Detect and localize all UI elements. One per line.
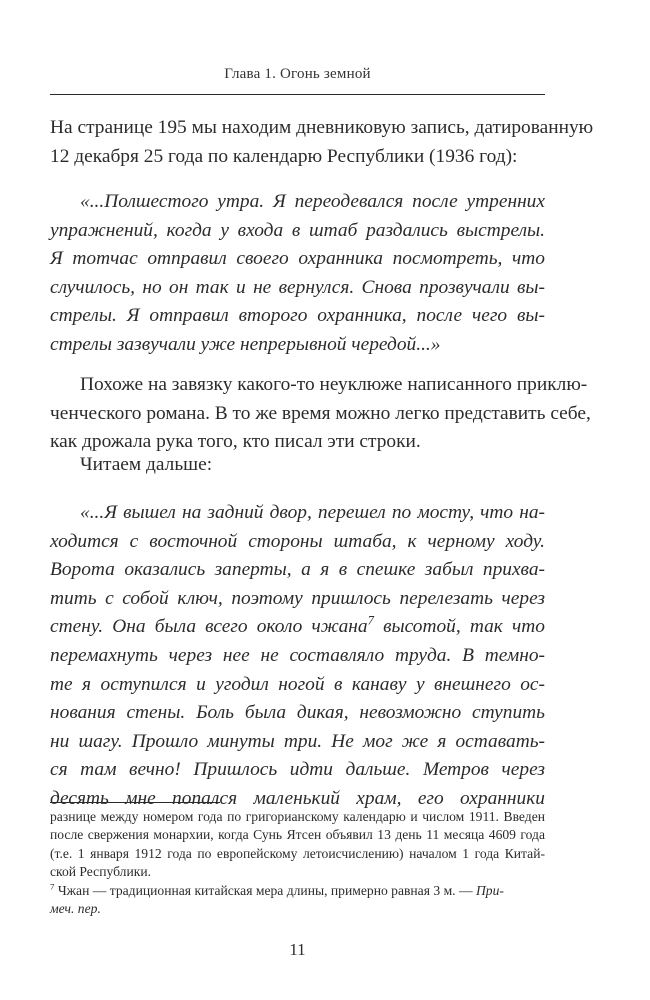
- running-header: Глава 1. Огонь земной: [224, 66, 371, 82]
- quote-line-text: стену. Она была всего около чжана: [50, 616, 368, 638]
- footnote-divider: [50, 802, 220, 803]
- page-number: 11: [289, 940, 306, 959]
- quote-line: стрелы. Я отправил второго охранника, после чего вы-: [50, 305, 545, 327]
- footnote-7-note-label-cont: меч. пер.: [50, 901, 101, 917]
- quote-line: «...Полшестого утра. Я переодевался после утренних: [80, 191, 545, 212]
- quote-line: ходится с восточной стороны штаба, к черному ходу.: [50, 530, 545, 552]
- quote-line: перемахнуть через нее не составляло труда. В темно-: [50, 644, 545, 666]
- quote-line: упражнений, когда у входа в штаб раздались выстрелы.: [50, 219, 545, 241]
- footnote-line: ской Республики.: [50, 864, 152, 880]
- quote-line: те я оступился и угодил ногой в канаву у внешнего ос-: [50, 673, 545, 695]
- intro-line: 12 декабря 25 года по календарю Республики (1936 год):: [50, 146, 518, 167]
- quote-line: нования стены. Боль была дикая, невозможно ступить: [50, 702, 545, 724]
- diary-quote-2: [50, 499, 545, 814]
- paragraph-line: Похоже на завязку какого-то неуклюже написанного приклю-: [80, 374, 588, 395]
- footnote-line: (т.е. 1 января 1912 года по европейскому летоисчислению) началом 1 года Китай-: [50, 845, 545, 861]
- quote-line: «...Я вышел на задний двор, перешел по мосту, что на-: [80, 502, 545, 523]
- intro-line: На странице 195 мы находим дневниковую запись, датированную: [50, 117, 594, 138]
- read-further-paragraph: [50, 451, 545, 480]
- footnote-7-text: Чжан — традиционная китайская мера длины, примерно равная 3 м. —: [54, 882, 476, 898]
- footnote-line: разнице между номером года по григорианскому календарю и числом 1911. Введен: [50, 809, 545, 824]
- footnote-marker-7: 7: [50, 881, 55, 892]
- quote-line-with-footnote: [50, 613, 545, 642]
- header-divider: [50, 94, 545, 95]
- footnote-7: [50, 882, 545, 919]
- quote-line: Ворота оказались заперты, а я в спешке забыл прихва-: [50, 559, 545, 581]
- quote-line: Я тотчас отправил своего охранника посмотреть, что: [50, 248, 545, 270]
- quote-line: десять мне попался маленький храм, его охранники: [50, 787, 545, 809]
- intro-paragraph: [50, 113, 594, 171]
- quote-line: случилось, но он так и не вернулся. Снова прозвучали вы-: [50, 276, 545, 298]
- diary-quote-1: [50, 188, 545, 360]
- footnote-7-note-label: При-: [475, 882, 504, 898]
- quote-line: стрелы зазвучали уже непрерывной чередой...»: [50, 333, 441, 355]
- footnotes: [50, 808, 545, 918]
- quote-line: ся там вечно! Пришлось идти дальше. Метров через: [50, 759, 545, 781]
- footnote-reference-7[interactable]: 7: [367, 613, 374, 628]
- paragraph-line: Читаем дальше:: [80, 454, 213, 475]
- quote-line: ни шагу. Прошло минуты три. Не мог же я оставать-: [50, 730, 545, 752]
- paragraph-line: ченческого романа. В то же время можно легко представить себе,: [50, 402, 591, 424]
- quote-line-tail: высотой, так что: [373, 616, 545, 638]
- footnote-line: после свержения монархии, когда Сунь Ятсен объявил 13 день 11 месяца 4609 года: [50, 827, 545, 843]
- paragraph-line: как дрожала рука того, кто писал эти строки.: [50, 431, 421, 453]
- quote-line: тить с собой ключ, поэтому пришлось перелезать через: [50, 587, 545, 609]
- commentary-paragraph: [50, 371, 591, 457]
